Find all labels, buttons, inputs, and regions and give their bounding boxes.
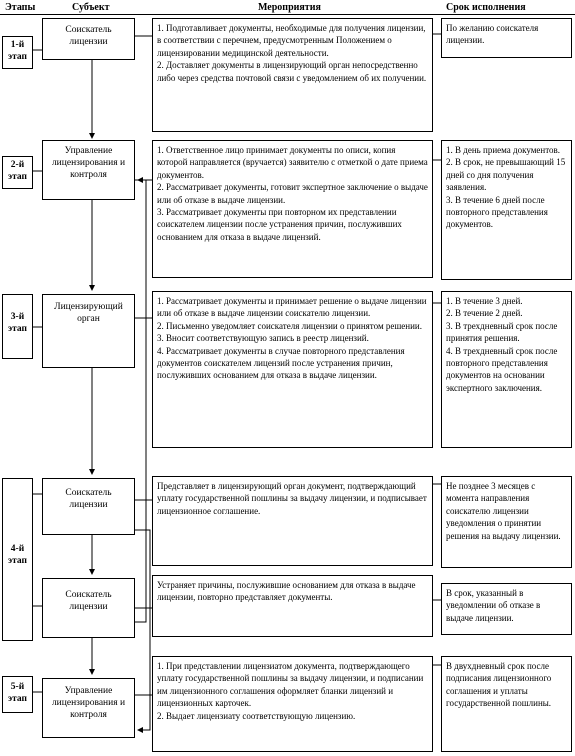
deadline-stage-2	[441, 140, 572, 280]
action-item: 1. При представлении лицензиатом документа, подтверждающего уплату государственной пошлины за выдачу лицензии, и подписании им лицензионного соглашения оформляет бланки лицензий и лицензионных карточек.	[157, 661, 424, 709]
subject-applicant-3: Соискатель лицензии	[42, 578, 135, 638]
action-item: 3. Вносит соответствующую запись в реестр лицензий.	[157, 333, 369, 344]
action-item: 1. Ответственное лицо принимает документы по описи, копия которой направляется (вручается) заявителю с отметкой о дате приема документов.	[157, 145, 428, 180]
deadline-item: 3. В течение 6 дней после повторного представления документов.	[446, 194, 548, 230]
subject-licensing-department-2: Управление лицензирования и контроля	[42, 678, 135, 738]
subject-applicant-2: Соискатель лицензии	[42, 478, 135, 535]
deadline-item: 1. В течение 3 дней.	[446, 296, 523, 306]
action-item: 1. Рассматривает документы и принимает решение о выдаче лицензии или об отказе в выдаче лицензии соискателю лицензии.	[157, 296, 427, 319]
action-item: 3. Рассматривает документы при повторном их представлении соискателем лицензии после устранения причин, послуживших основанием для отказа в выдаче лицензий.	[157, 207, 402, 242]
action-item: Представляет в лицензирующий орган документ, подтверждающий уплату государственной пошлины за выдачу лицензии, и подписывает лицензионное соглашение.	[157, 481, 427, 516]
deadline-stage-4a	[441, 476, 572, 568]
action-item: 4. Рассматривает документы в случае повторного представления документов соискателем лицензий после устранения причин, послуживших основанием для отказа в выдаче лицензии.	[157, 345, 405, 381]
action-item: Устраняет причины, послужившие основанием для отказа в выдаче лицензии, повторно представляет документы.	[157, 580, 416, 603]
actions-stage-4b	[152, 575, 433, 637]
deadline-item: В двухдневный срок после подписания лицензионного соглашения и уплаты государственной пошлины.	[446, 661, 552, 709]
deadline-item: 1. В день приема документов.	[446, 145, 561, 155]
deadline-item: Не позднее 3 месяцев с момента направления соискателю лицензии уведомления о принятии решения на выдачу лицензии.	[446, 481, 561, 541]
deadline-stage-5	[441, 656, 572, 752]
stage-5-box: 5-й этап	[2, 676, 33, 713]
deadline-item: 4. В трехдневный срок после повторного представления документов на основании экспертного заключения.	[446, 345, 558, 393]
action-item: 2. Выдает лицензиату соответствующую лицензию.	[157, 710, 356, 721]
subject-licensing-department-1: Управление лицензирования и контроля	[42, 140, 135, 200]
action-item: 2. Доставляет документы в лицензирующий орган непосредственно либо через средства почтовой связи с уведомлением об их получении.	[157, 60, 427, 83]
stage-3-box: 3-й этап	[2, 294, 33, 359]
header-stages: Этапы	[5, 2, 36, 13]
deadline-item: 3. В трехдневный срок после принятия решения.	[446, 320, 558, 344]
deadline-item: 2. В срок, не превышающий 15 дней со дня получения заявления.	[446, 157, 566, 193]
subject-applicant-1: Соискатель лицензии	[42, 18, 135, 60]
actions-stage-2	[152, 140, 433, 278]
subject-licensing-authority: Лицензирующий орган	[42, 294, 135, 368]
deadline-stage-4b	[441, 583, 572, 635]
actions-stage-5	[152, 656, 433, 752]
header-subject: Субъект	[72, 2, 110, 13]
deadline-item: В срок, указанный в уведомлении об отказе в выдаче лицензии.	[446, 588, 541, 623]
deadline-stage-3	[441, 291, 572, 448]
deadline-item: 2. В течение 2 дней.	[446, 308, 523, 319]
actions-stage-4a	[152, 476, 433, 566]
action-item: 1. Подготавливает документы, необходимые для получения лицензии, в соответствии с перечнем, предусмотренным Положением о лицензировании медицинской деятельности.	[157, 23, 426, 58]
deadline-stage-1	[441, 18, 572, 58]
stage-1-box: 1-й этап	[2, 36, 33, 69]
actions-stage-3	[152, 291, 433, 448]
deadline-item: По желанию соискателя лицензии.	[446, 23, 539, 46]
stage-4-box: 4-й этап	[2, 478, 33, 641]
actions-stage-1	[152, 18, 433, 132]
action-item: 2. Рассматривает документы, готовит экспертное заключение о выдаче или об отказе в выдаче лицензии.	[157, 182, 428, 205]
header-deadline: Срок исполнения	[446, 2, 526, 13]
stage-2-box: 2-й этап	[2, 156, 33, 189]
header-actions: Мероприятия	[258, 2, 321, 13]
action-item: 2. Письменно уведомляет соискателя лицензии о принятом решении.	[157, 320, 423, 331]
